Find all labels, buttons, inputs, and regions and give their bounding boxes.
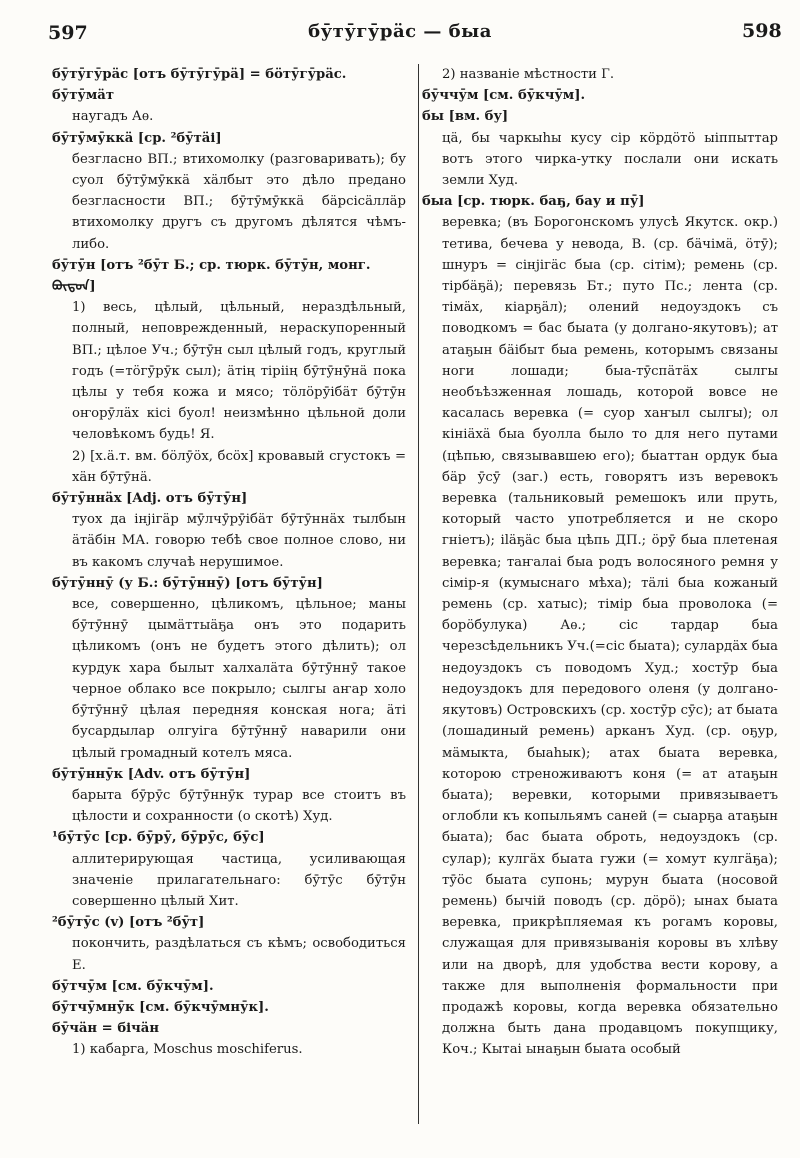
entry-headword: бӯтчӯм [см. бӯкчӯм]. [52, 978, 214, 994]
entry-definition: веревка; (въ Борогонскомъ улусѣ Якутск. окр.) тетива, бечева у невода, В. (ср. бӓчімӓ, ӧтӯ); шнуръ = сінјігӓс быа (ср. сітім); ремень (ср. тірбӓҕӓ); перевязь Бт.; путо Пс.; лента (ср. тімӓх, кіарҕӓл); олений недоуздокъ съ поводкомъ = бас быата (у долгано-якутовъ); ат атаҕын бӓібыт быа ремень, которымъ связаны ноги лошади; быа-тӯспӓтӓх сылгы необъѣзженная лошадь, которой вовсе не касалась веревка (= суор хаҥыл сылгы); ол кініӓхӓ быа буолла было то для него путами (цѣпью, связывавшею его); быаттан ордук быа бӓр ӯсӯ (заг.) есть, говорятъ изъ веревокъ веревка (тальниковый ремешокъ или пруть, который часто употребляется и не скоро гніетъ); іlӓҕӓс быа цѣпь ДП.; ӧрӯ быа плетеная веревка; таҥалаі быа родъ волосяного ремня у сімір-я (кумыснаго мѣха); тӓлі быа кожаный ремень (ср. хатыс); тімір быа проволока (= борӧбулука) Аѳ.; сіс тардар быа черезсѣдельникъ Уч.(=сіс быата); сулардӓх быа недоуздокъ съ поводомъ Худ.; хостӯр быа недоуздокъ для передового оленя (у долгано-якутовъ) Островскихъ (ср. хостӯр сӯс); ат быата (лошадиный ремень) арканъ Худ. (ср. оҕур, мӓмыкта, быаһык); атах быата веревка, которою стреноживаютъ коня (= ат атаҕын быата); веревки, которыми привязываетъ оглобли къ копыльямъ саней (= сыарҕа атаҕын быата); бас быата оброть, недоуздокъ (ср. сулар); кулгӓх быата гужи (= хомут кулгӓҕа); тӯӧс быата супонь; мурун быата (носовой ремень) бычій поводъ (ср. дӧрӧ); ынах быата веревка, прикрѣпляемая къ рогамъ коровы, служащая для привязыванія коровы въ хлѣву или на дворѣ, для удобства вести корову, а также для выполненія формальности при продажѣ коровы, когда веревка обязательно должна быть дана продавцомъ покупщику, Коч.; Кытаі ынаҕын быата особый [442, 215, 778, 1058]
entry-headword: бы [вм. бу] [422, 109, 509, 125]
entry-definition: все, совершенно, цѣликомъ, цѣльное; маны бӯтӯннӯ цымӓттыӓҕа онъ это подарить цѣликомъ (онъ не будетъ этого дѣлить); ол курдук хара былыт халхалӓта бӯтӯннӯ такое черное облако все покрыло; сылгы аҥар холо бӯтӯннӯ цѣлая передняя конская нога; ӓті бусардылар олгуіга бӯтӯннӯ наварили они цѣлый громадный котелъ мяса. [72, 597, 406, 761]
page-header [0, 0, 800, 52]
entry-definition: 1) весь, цѣлый, цѣльный, нераздѣльный, полный, неповрежденный, нераскупоренный ВП.; цѣлое Уч.; бӯтӯн сыл цѣлый годъ, круглый годъ (=тӧгӯрӯк сыл); ӓтің тіріің бӯтӯнӯнӓ пока цѣлы у тебя кожа и мясо; тӧлӧрӯібӓт бӯтӯн оҥорӯлӓх кісі буол! неизмѣнно цѣльной доли человѣкомъ будь! Я. [72, 300, 406, 443]
page-number-left: 597 [48, 22, 88, 44]
entry-definition: туох да інјігӓр мӯлчӯрӯібӓт бӯтӯннӓх тылбын ӓтӓбін МА. говорю тебѣ свое полное слово, ни въ какомъ случаѣ нерушимое. [72, 512, 406, 570]
right-column [422, 64, 778, 1061]
entry-headword: бӯтӯмӯккӓ [ср. ²бӯтӓі] [52, 130, 222, 146]
running-head: бӯтӯгӯрӓс — быа [308, 21, 492, 42]
entry-definition: цӓ, бы чаркыһы кусу сір кӧрдӧтӧ ыіппыттар вотъ этого чирка-утку послали они искать земли Худ. [442, 130, 778, 189]
entry-definition: барыта бӯрӯс бӯтӯннӯк турар все стоитъ въ цѣлости и сохранности (о скотѣ) Худ. [72, 787, 406, 825]
entry-headword: бӯтӯннӯк [Adv. отъ бӯтӯн] [52, 766, 251, 782]
entry-headword: бӯчӓн = бічӓн [52, 1021, 159, 1037]
entry-definition: покончить, раздѣлаться съ кѣмъ; освободиться Е. [72, 936, 406, 973]
entry-headword: бӯччӯм [см. бӯкчӯм]. [422, 88, 586, 104]
page-number-right: 598 [742, 20, 782, 42]
entry-headword: бӯтӯннӯ (у Б.: бӯтӯннӯ) [отъ бӯтӯн] [52, 575, 323, 591]
entry-definition: 2) названіе мѣстности Г. [442, 67, 615, 82]
entry-headword: бӯтӯннӓх [Adj. отъ бӯтӯн] [52, 491, 248, 507]
entry-definition: безгласно ВП.; втихомолку (разговаривать); бу суол бӯтӯмӯккӓ хӓлбыт это дѣло предано безгласности ВП.; бӯтӯмӯккӓ бӓрсісӓллӓр втихомолку другъ съ другомъ дѣлятся чѣмъ-либо. [72, 151, 406, 252]
entry-definition: аллитерирующая частица, усиливающая значеніе прилагательнаго: бӯтӯс бӯтӯн совершенно цѣлый Хит. [72, 851, 406, 909]
entry-headword: ²бӯтӯс (v) [отъ ²бӯт] [52, 915, 205, 931]
entry-headword: бӯтӯн [отъ ²бӯт Б.; ср. тюрк. бӯтӯн, монг. ᠪᠦᠲᠦᠨ] [52, 257, 371, 295]
entry-headword: быа [ср. тюрк. баҕ, бау и пӯ] [422, 194, 645, 210]
entry-definition: 1) кабарга, Moschus moschiferus. [72, 1042, 303, 1058]
entry-definition: наугадъ Аѳ. [72, 109, 154, 125]
entry-headword: бӯтӯмӓт [52, 88, 115, 104]
entry-headword: бӯтӯгӯрӓс [отъ бӯтӯгӯрӓ] = бӧтӯгӯрӓс. [52, 67, 347, 82]
left-column [52, 64, 406, 1061]
entry-definition: 2) [х.ӓ.т. вм. бӧлӯӧх, бсӧх] кровавый сгустокъ = хӓн бӯтӯнӓ. [72, 448, 406, 485]
entry-headword: ¹бӯтӯс [ср. бӯрӯ, бӯрӯс, бӯс] [52, 830, 265, 846]
entry-headword: бӯтчӯмнӯк [см. бӯкчӯмнӯк]. [52, 999, 269, 1015]
column-divider [418, 64, 419, 1124]
